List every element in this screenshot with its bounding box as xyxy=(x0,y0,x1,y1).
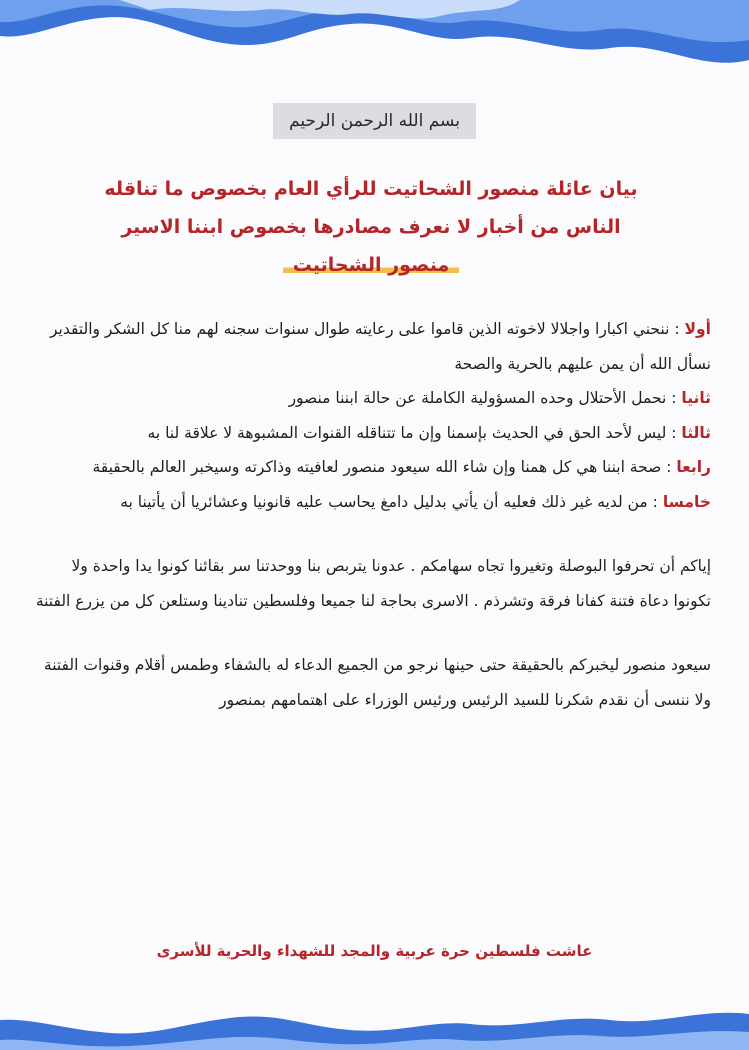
title-line: الناس من أخبار لا نعرف مصادرها بخصوص ابننا الاسير xyxy=(121,216,621,238)
point-text: : ليس لأحد الحق في الحديث بإسمنا وإن ما تتناقله القنوات المشبوهة لا علاقة لنا به xyxy=(147,423,682,442)
prisoner-name: منصور الشحاتيت xyxy=(283,254,460,276)
statement-body xyxy=(31,312,711,717)
point-second xyxy=(31,381,711,416)
point-label: ثانيا xyxy=(681,389,711,407)
point-label: رابعا xyxy=(676,458,711,476)
basmala-header xyxy=(0,103,749,139)
statement-title xyxy=(61,170,681,284)
point-first xyxy=(31,312,711,381)
point-text: : نحمل الأحتلال وحده المسؤولية الكاملة عن حالة ابننا منصور xyxy=(288,389,682,407)
closing-slogan: عاشت فلسطين حرة عربية والمجد للشهداء والحرية للأسرى xyxy=(156,942,593,960)
point-fourth xyxy=(31,450,711,485)
point-text: : من لديه غير ذلك فعليه أن يأتي بدليل دامغ يحاسب عليه قانونيا وعشائريا أن يأتينا به xyxy=(120,492,663,511)
point-text: : صحة ابننا هي كل همنا وإن شاء الله سيعود منصور لعافيته وذاكرته وسيخبر العالم بالحقيقة xyxy=(92,458,677,476)
prayer-paragraph: سيعود منصور ليخبركم بالحقيقة حتى حينها نرجو من الجميع الدعاء له بالشفاء وطمس أقلام وقنوات الفتنة xyxy=(43,656,711,674)
warning-paragraph: إياكم أن تحرفوا البوصلة وتغيروا تجاه سهامكم . عدونا يتربص بنا ووحدتنا سر بقائنا كونوا يدا واحدة ولا تكونوا دعاة فتنة كفانا فرقة وتشرذم . الاسرى بحاجة لنا جميعا وفلسطين تنادينا وستلعن كل من يزرع الفتنة xyxy=(35,557,711,610)
thanks-paragraph: ولا ننسى أن نقدم شكرنا للسيد الرئيس ورئيس الوزراء على اهتمامهم بمنصور xyxy=(219,690,711,709)
point-fifth xyxy=(31,485,711,520)
title-line: بيان عائلة منصور الشحاتيت للرأي العام بخصوص ما تناقله xyxy=(104,178,638,200)
point-label: ثالثا xyxy=(681,423,711,442)
spacer xyxy=(31,618,711,648)
spacer xyxy=(31,519,711,549)
point-label: خامسا xyxy=(662,492,711,511)
title-line-highlighted xyxy=(61,246,681,284)
basmala-label: بسم الله الرحمن الرحيم xyxy=(273,103,476,139)
point-text: : ننحني اكبارا واجلالا لاخوته الذين قاموا على رعايته طوال سنوات سجنه لهم منا كل الشكر والتقدير نسأل الله أن يمن عليهم بالحرية والصحة xyxy=(49,320,711,373)
point-label: أولا xyxy=(684,320,711,338)
point-third xyxy=(31,416,711,451)
